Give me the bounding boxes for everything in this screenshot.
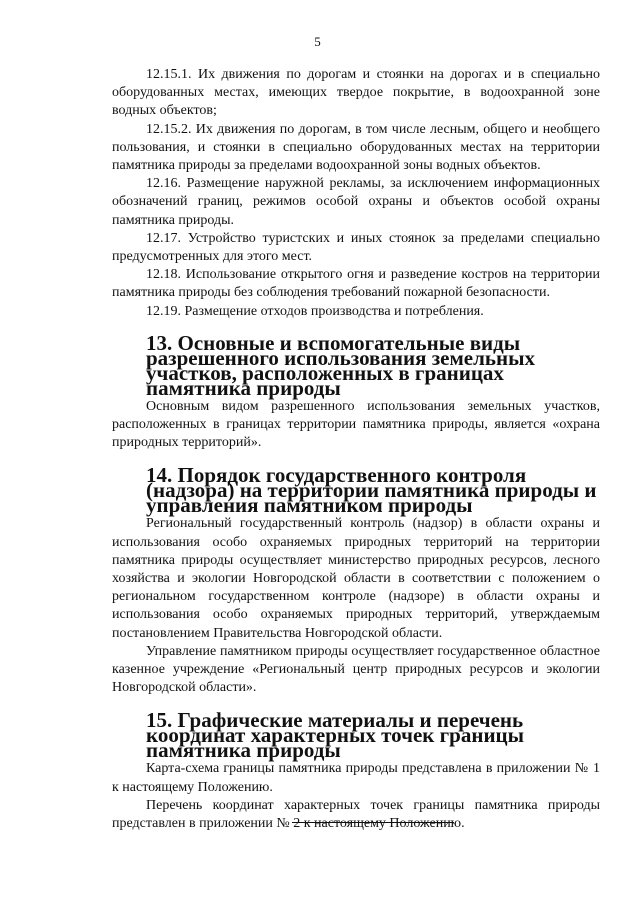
section-13-paragraph: Основным видом разрешенного использования земельных участков, расположенных в границах территории памятника природы, является «охрана природных территорий». — [112, 398, 600, 451]
end-of-document-rule — [292, 822, 454, 823]
paragraph-12-17: 12.17. Устройство туристских и иных стоянок за пределами специально предусмотренных для этого мест. — [112, 230, 600, 265]
paragraph-12-15-2: 12.15.2. Их движения по дорогам, в том числе лесным, общего и необщего пользования, и стоянки в специально оборудованных местах на территории памятника природы за пределами водоохранной зоны водных объектов. — [112, 121, 600, 174]
page-number: 5 — [314, 34, 321, 49]
paragraph-12-19: 12.19. Размещение отходов производства и потребления. — [146, 303, 484, 319]
section-14-heading: 14. Порядок государственного контроля (надзора) на территории памятника природы и управления памятником природы — [146, 463, 597, 518]
paragraph-12-15-1: 12.15.1. Их движения по дорогам и стоянки на дорогах и в специально оборудованных местах, имеющих твердое покрытие, в водоохранной зоне водных объектов; — [112, 67, 600, 119]
section-14-paragraph-management: Управление памятником природы осуществляет государственное областное казенное учреждение «Региональный центр природных ресурсов и экологии Новгородской области». — [112, 643, 600, 696]
section-15-paragraph-map: Карта-схема границы памятника природы представлена в приложении № 1 к настоящему Положению. — [112, 761, 600, 795]
document-body — [112, 66, 600, 833]
paragraph-12-18: 12.18. Использование открытого огня и разведение костров на территории памятника природы без соблюдения требований пожарной безопасности. — [112, 267, 600, 301]
paragraph-12-16: 12.16. Размещение наружной рекламы, за исключением информационных обозначений границ, режимов особой охраны и объектов особой охраны памятника природы. — [112, 176, 600, 228]
section-13-heading: 13. Основные и вспомогательные виды разрешенного использования земельных участков, расположенных в границах памятника природы — [146, 330, 535, 400]
section-15-paragraph-coordinates: Перечень координат характерных точек границы памятника природы представлен в приложении № 2 к настоящему Положению. — [112, 797, 600, 832]
section-15-heading: 15. Графические материалы и перечень координат характерных точек границы памятника природы — [146, 708, 525, 763]
section-14-paragraph-control: Региональный государственный контроль (надзор) в области охраны и использования особо охраняемых природных территорий на территории памятника природы осуществляет министерство природных ресурсов, лесного хозяйства и экологии Новгородской области в соответствии с положением о региональном государственном контроле (надзоре) в области охраны и использования особо охраняемых природных территорий, утверждаемым постановлением Правительства Новгородской области. — [112, 516, 600, 641]
